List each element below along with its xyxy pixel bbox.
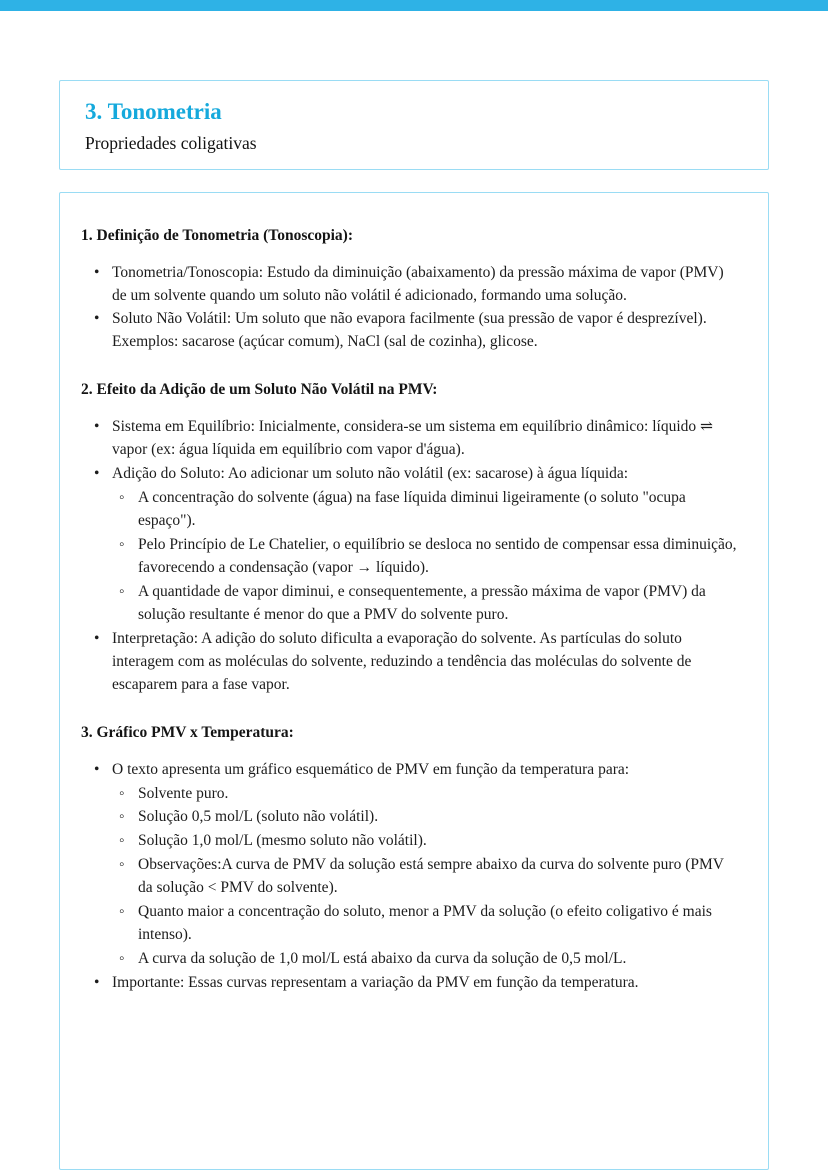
section-heading: 1. Definição de Tonometria (Tonoscopia): [81,226,353,244]
list-item [81,759,738,971]
sub-list-item [112,783,738,806]
page-subtitle: Propriedades coligativas [85,132,257,153]
list-item-text: Solução 0,5 mol/L (soluto não volátil). [138,808,379,826]
section-definicao [81,227,738,355]
list-item-text: Soluto Não Volátil: Um soluto que não evapora facilmente (sua pressão de vapor é desprezível). Exemplos: sacarose (açúcar comum), NaCl (sal de cozinha), glicose. [112,310,707,351]
sub-list-item [112,487,738,533]
sub-list-item [112,901,738,947]
list-item-text: O texto apresenta um gráfico esquemático de PMV em função da temperatura para: [112,760,630,778]
title-card [59,80,769,170]
list-item-text: A curva da solução de 1,0 mol/L está abaixo da curva da solução de 0,5 mol/L. [138,950,627,968]
list-item [81,972,738,995]
sub-list-item [112,854,738,900]
section-heading: 2. Efeito da Adição de um Soluto Não Volátil na PMV: [81,381,438,399]
sub-list-item [112,948,738,971]
list-item-text: Quanto maior a concentração do soluto, menor a PMV da solução (o efeito coligativo é mais intenso). [138,903,712,944]
content-card [59,192,769,1170]
list-item-text: A concentração do solvente (água) na fase líquida diminui ligeiramente (o soluto "ocupa espaço"). [138,489,686,530]
sub-list-item [112,534,738,580]
list-item-text: Solvente puro. [138,784,229,802]
page-title: 3. Tonometria [85,99,222,124]
list-item-text: Interpretação: A adição do soluto dificulta a evaporação do solvente. As partículas do soluto interagem com as moléculas do solvente, reduzindo a tendência das moléculas do solvente de escaparem para a fase vapor. [112,629,692,693]
sub-bullet-list [112,783,738,972]
bullet-list [81,416,738,696]
list-item-text: Observações:A curva de PMV da solução está sempre abaixo da curva do solvente puro (PMV da solução < PMV do solvente). [138,856,724,897]
list-item-text: Sistema em Equilíbrio: Inicialmente, considera-se um sistema em equilíbrio dinâmico: líquido ⇌ vapor (ex: água líquida em equilíbrio com vapor d'água). [112,418,713,459]
list-item-text: Importante: Essas curvas representam a variação da PMV em função da temperatura. [112,974,639,992]
list-item [81,308,738,354]
sub-bullet-list [112,487,738,627]
section-heading: 3. Gráfico PMV x Temperatura: [81,723,294,741]
list-item [81,628,738,697]
top-accent-bar [0,0,828,11]
list-item-text: Solução 1,0 mol/L (mesmo soluto não volátil). [138,832,427,850]
sub-list-item [112,806,738,829]
bullet-list [81,759,738,995]
list-item [81,262,738,308]
list-item-text: Adição do Soluto: Ao adicionar um soluto não volátil (ex: sacarose) à água líquida: [112,465,629,483]
list-item-text: A quantidade de vapor diminui, e consequentemente, a pressão máxima de vapor (PMV) da solução resultante é menor do que a PMV do solvente puro. [138,582,706,623]
sub-list-item [112,830,738,853]
section-grafico [81,724,738,995]
section-efeito-adicao [81,381,738,696]
list-item-text: Pelo Princípio de Le Chatelier, o equilíbrio se desloca no sentido de compensar essa diminuição, favorecendo a condensação (vapor → líquido). [138,536,737,576]
list-item-text: Tonometria/Tonoscopia: Estudo da diminuição (abaixamento) da pressão máxima de vapor (PMV) de um solvente quando um soluto não volátil é adicionado, formando uma solução. [112,263,724,304]
sub-list-item [112,581,738,627]
bullet-list [81,262,738,355]
list-item [81,463,738,627]
list-item [81,416,738,462]
